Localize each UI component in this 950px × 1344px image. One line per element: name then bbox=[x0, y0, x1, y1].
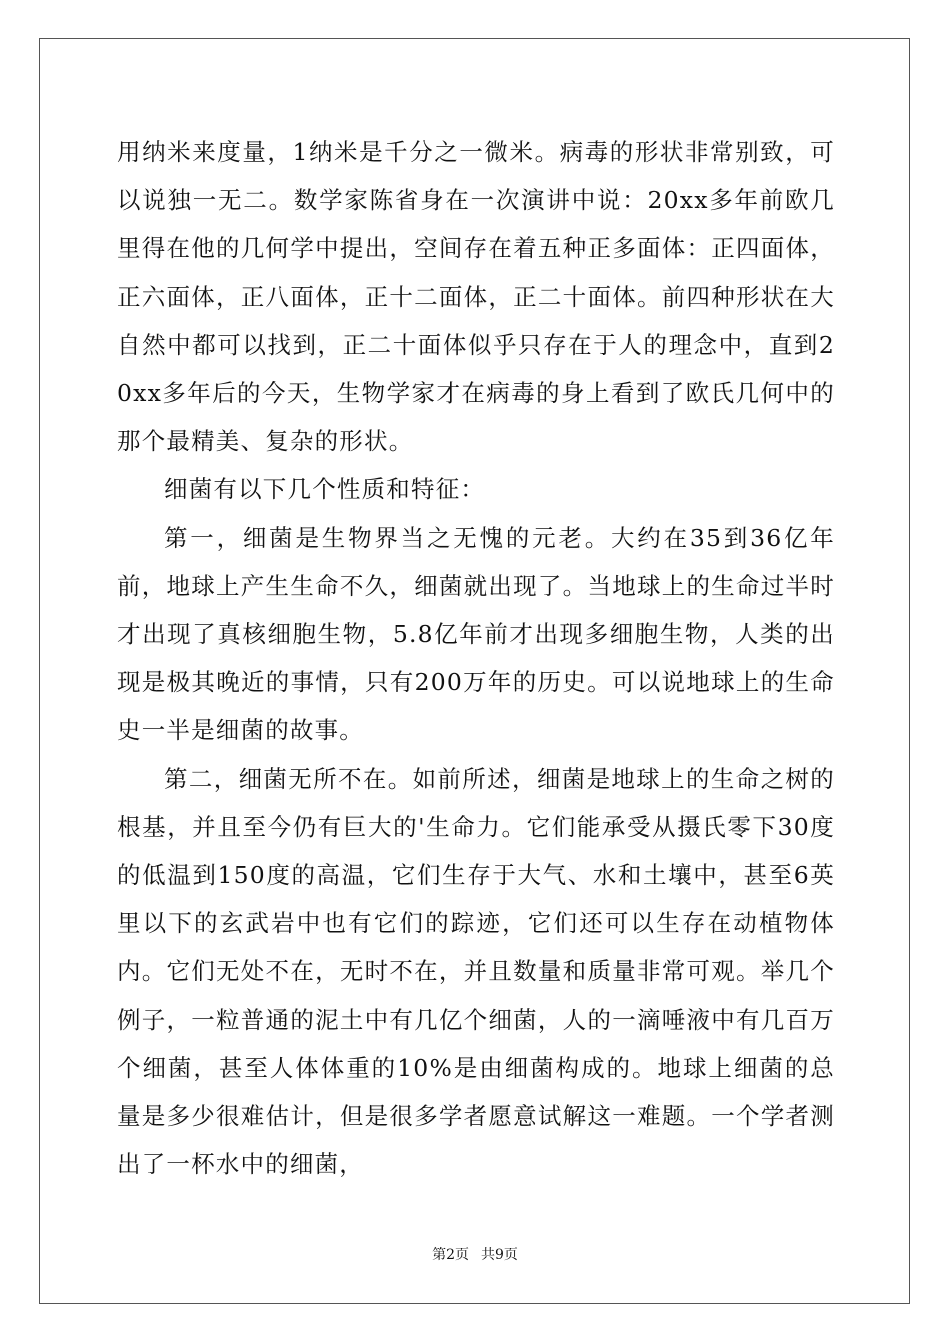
paragraph-4: 第二，细菌无所不在。如前所述，细菌是地球上的生命之树的根基，并且至今仍有巨大的'生命力。它们能承受从摄氏零下30度的低温到150度的高温，它们生存于大气、水和土壤中，甚至6英里以下的玄武岩中也有它们的踪迹，它们还可以生存在动植物体内。它们无处不在，无时不在，并且数量和质量非常可观。举几个例子，一粒普通的泥土中有几亿个细菌，人的一滴唾液中有几百万个细菌，甚至人体体重的10%是由细菌构成的。地球上细菌的总量是多少很难估计，但是很多学者愿意试解这一难题。一个学者测出了一杯水中的细菌， bbox=[117, 764, 835, 1179]
page-total: 共9页 bbox=[481, 1247, 518, 1263]
page-footer bbox=[0, 1246, 950, 1264]
paragraph-3: 第一，细菌是生物界当之无愧的元老。大约在35到36亿年前，地球上产生生命不久，细菌就出现了。当地球上的生命过半时才出现了真核细胞生物，5.8亿年前才出现多细胞生物，人类的出现是极其晚近的事情，只有200万年的历史。可以说地球上的生命史一半是细菌的故事。 bbox=[117, 523, 835, 745]
paragraph-2: 细菌有以下几个性质和特征： bbox=[164, 475, 486, 504]
page-number: 第2页 bbox=[432, 1247, 469, 1263]
paragraph-1: 用纳米来度量，1纳米是千分之一微米。病毒的形状非常别致，可以说独一无二。数学家陈省身在一次演讲中说：20xx多年前欧几里得在他的几何学中提出，空间存在着五种正多面体：正四面体，正六面体，正八面体，正十二面体，正二十面体。前四种形状在大自然中都可以找到，正二十面体似乎只存在于人的理念中，直到20xx多年后的今天，生物学家才在病毒的身上看到了欧氏几何中的那个最精美、复杂的形状。 bbox=[117, 138, 835, 456]
document-body bbox=[117, 128, 835, 1188]
